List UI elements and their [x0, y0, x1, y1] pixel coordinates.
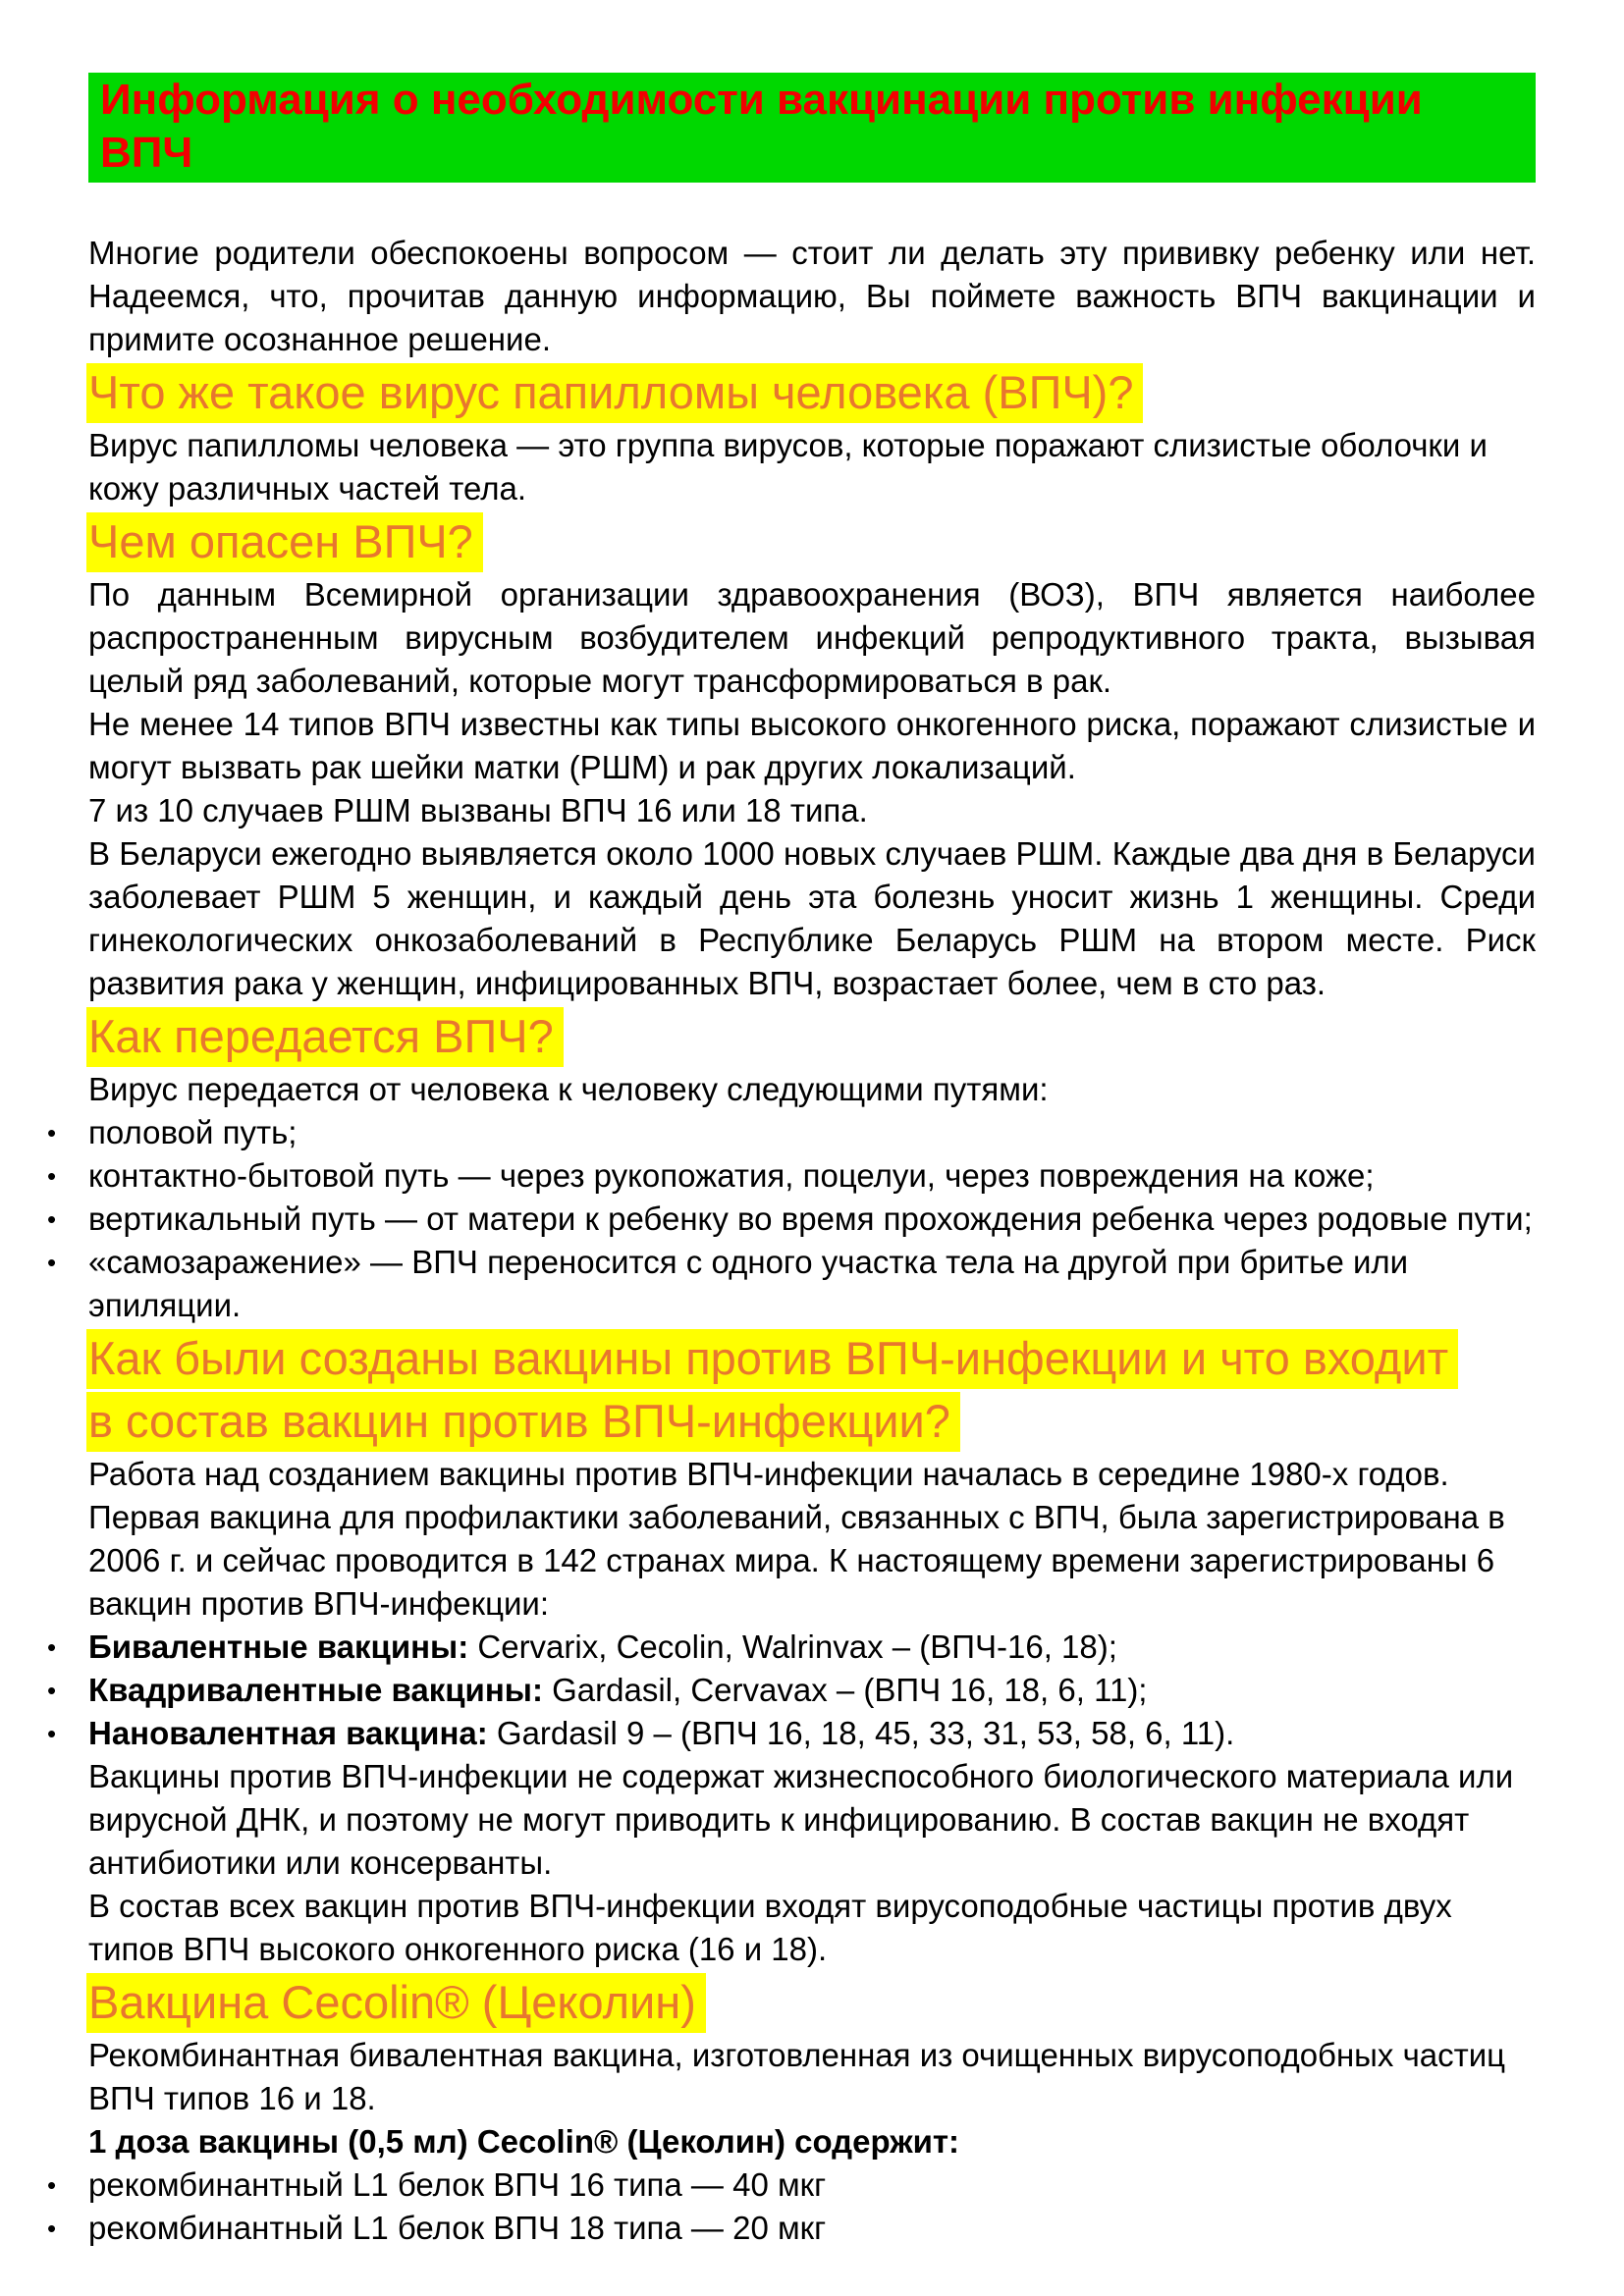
- vaccine-composition-paragraph: Вакцины против ВПЧ-инфекции не содержат жизнеспособного биологического материала или вирусной ДНК, и поэтому не могут приводить к инфицированию. В состав вакцин не входят антибиотики или консерванты.: [88, 1758, 1514, 1881]
- section-heading-transmission: [88, 1005, 1536, 1068]
- vaccine-types-list: [88, 1626, 1536, 1755]
- section-heading-vaccine-creation: [88, 1327, 1536, 1453]
- transmission-routes-list: [88, 1111, 1536, 1327]
- list-item: [88, 1712, 1536, 1755]
- list-item: [88, 1669, 1536, 1712]
- vaccine-type-label: Квадривалентные вакцины:: [88, 1672, 543, 1708]
- highlighted-heading-text: в состав вакцин против ВПЧ-инфекции?: [86, 1392, 960, 1452]
- vaccine-type-detail: Cervarix, Cecolin, Walrinvax – (ВПЧ-16, 18);: [468, 1629, 1117, 1665]
- cecolin-dose-heading: 1 доза вакцины (0,5 мл) Cecolin® (Цеколин) содержит:: [88, 2123, 960, 2160]
- danger-paragraph-belarus: В Беларуси ежегодно выявляется около 1000 новых случаев РШМ. Каждые два дня в Беларуси заболевает РШМ 5 женщин, и каждый день эта болезнь уносит жизнь 1 женщины. Среди гинекологических онкозаболеваний в Республике Беларусь РШМ на втором месте. Риск развития рака у женщин, инфицированных ВПЧ, возрастает более, чем в сто раз.: [88, 835, 1536, 1001]
- list-item: • вертикальный путь — от матери к ребенку во время прохождения ребенка через родовые пути;: [88, 1198, 1536, 1241]
- list-item: • рекомбинантный L1 белок ВПЧ 16 типа — 40 мкг: [88, 2163, 1536, 2207]
- highlighted-heading-text: Чем опасен ВПЧ?: [86, 512, 483, 572]
- document-title-row: [88, 73, 1536, 183]
- highlighted-heading-text: Вакцина Cecolin® (Цеколин): [86, 1973, 706, 2033]
- vaccine-type-label: Бивалентные вакцины:: [88, 1629, 469, 1665]
- document-title: Информация о необходимости вакцинации против инфекции ВПЧ: [88, 73, 1536, 183]
- what-is-hpv-paragraph: Вирус папилломы человека — это группа вирусов, которые поражают слизистые оболочки и кожу различных частей тела.: [88, 427, 1488, 507]
- creation-history-paragraph: Работа над созданием вакцины против ВПЧ-инфекции началась в середине 1980-х годов. Первая вакцина для профилактики заболеваний, связанных с ВПЧ, была зарегистрирована в 2006 г. и сейчас проводится в 142 странах мира. К настоящему времени зарегистрированы 6 вакцин против ВПЧ-инфекции:: [88, 1456, 1505, 1622]
- section-heading-what-is-hpv: [88, 361, 1536, 424]
- vaccine-type-label: Нановалентная вакцина:: [88, 1715, 488, 1751]
- cecolin-components-list: [88, 2163, 1536, 2250]
- list-item: • контактно-бытовой путь — через рукопожатия, поцелуи, через повреждения на коже;: [88, 1154, 1536, 1198]
- section-heading-cecolin: [88, 1971, 1536, 2034]
- danger-paragraph-7of10: 7 из 10 случаев РШМ вызваны ВПЧ 16 или 18 типа.: [88, 792, 868, 828]
- intro-paragraph: Многие родители обеспокоены вопросом — стоит ли делать эту прививку ребенку или нет. Надеемся, что, прочитав данную информацию, Вы поймете важность ВПЧ вакцинации и примите осознанное решение.: [88, 235, 1536, 357]
- highlighted-heading-text: Как были созданы вакцины против ВПЧ-инфекции и что входит: [86, 1329, 1458, 1389]
- vaccine-vlp-paragraph: В состав всех вакцин против ВПЧ-инфекции входят вирусоподобные частицы против двух типов ВПЧ высокого онкогенного риска (16 и 18).: [88, 1888, 1452, 1967]
- list-item: • половой путь;: [88, 1111, 1536, 1154]
- vaccine-type-detail: Gardasil, Cervavax – (ВПЧ 16, 18, 6, 11);: [542, 1672, 1148, 1708]
- danger-paragraph-types: Не менее 14 типов ВПЧ известны как типы высокого онкогенного риска, поражают слизистые и могут вызвать рак шейки матки (РШМ) и рак других локализаций.: [88, 706, 1536, 785]
- cecolin-description-paragraph: Рекомбинантная бивалентная вакцина, изготовленная из очищенных вирусоподобных частиц ВПЧ типов 16 и 18.: [88, 2037, 1506, 2116]
- danger-paragraph-who: По данным Всемирной организации здравоохранения (ВОЗ), ВПЧ является наиболее распространенным вирусным возбудителем инфекций репродуктивного тракта, вызывая целый ряд заболеваний, которые могут трансформироваться в рак.: [88, 576, 1536, 699]
- highlighted-heading-text: Что же такое вирус папилломы человека (ВПЧ)?: [86, 363, 1143, 423]
- section-heading-hpv-danger: [88, 510, 1536, 573]
- highlighted-heading-text: Как передается ВПЧ?: [86, 1007, 564, 1067]
- transmission-lead-paragraph: Вирус передается от человека к человеку следующими путями:: [88, 1071, 1049, 1107]
- list-item: • «самозаражение» — ВПЧ переносится с одного участка тела на другой при бритье или эпиляции.: [88, 1241, 1536, 1327]
- list-item: [88, 1626, 1536, 1669]
- list-item: • рекомбинантный L1 белок ВПЧ 18 типа — 20 мкг: [88, 2207, 1536, 2250]
- vaccine-type-detail: Gardasil 9 – (ВПЧ 16, 18, 45, 33, 31, 53, 58, 6, 11).: [487, 1715, 1235, 1751]
